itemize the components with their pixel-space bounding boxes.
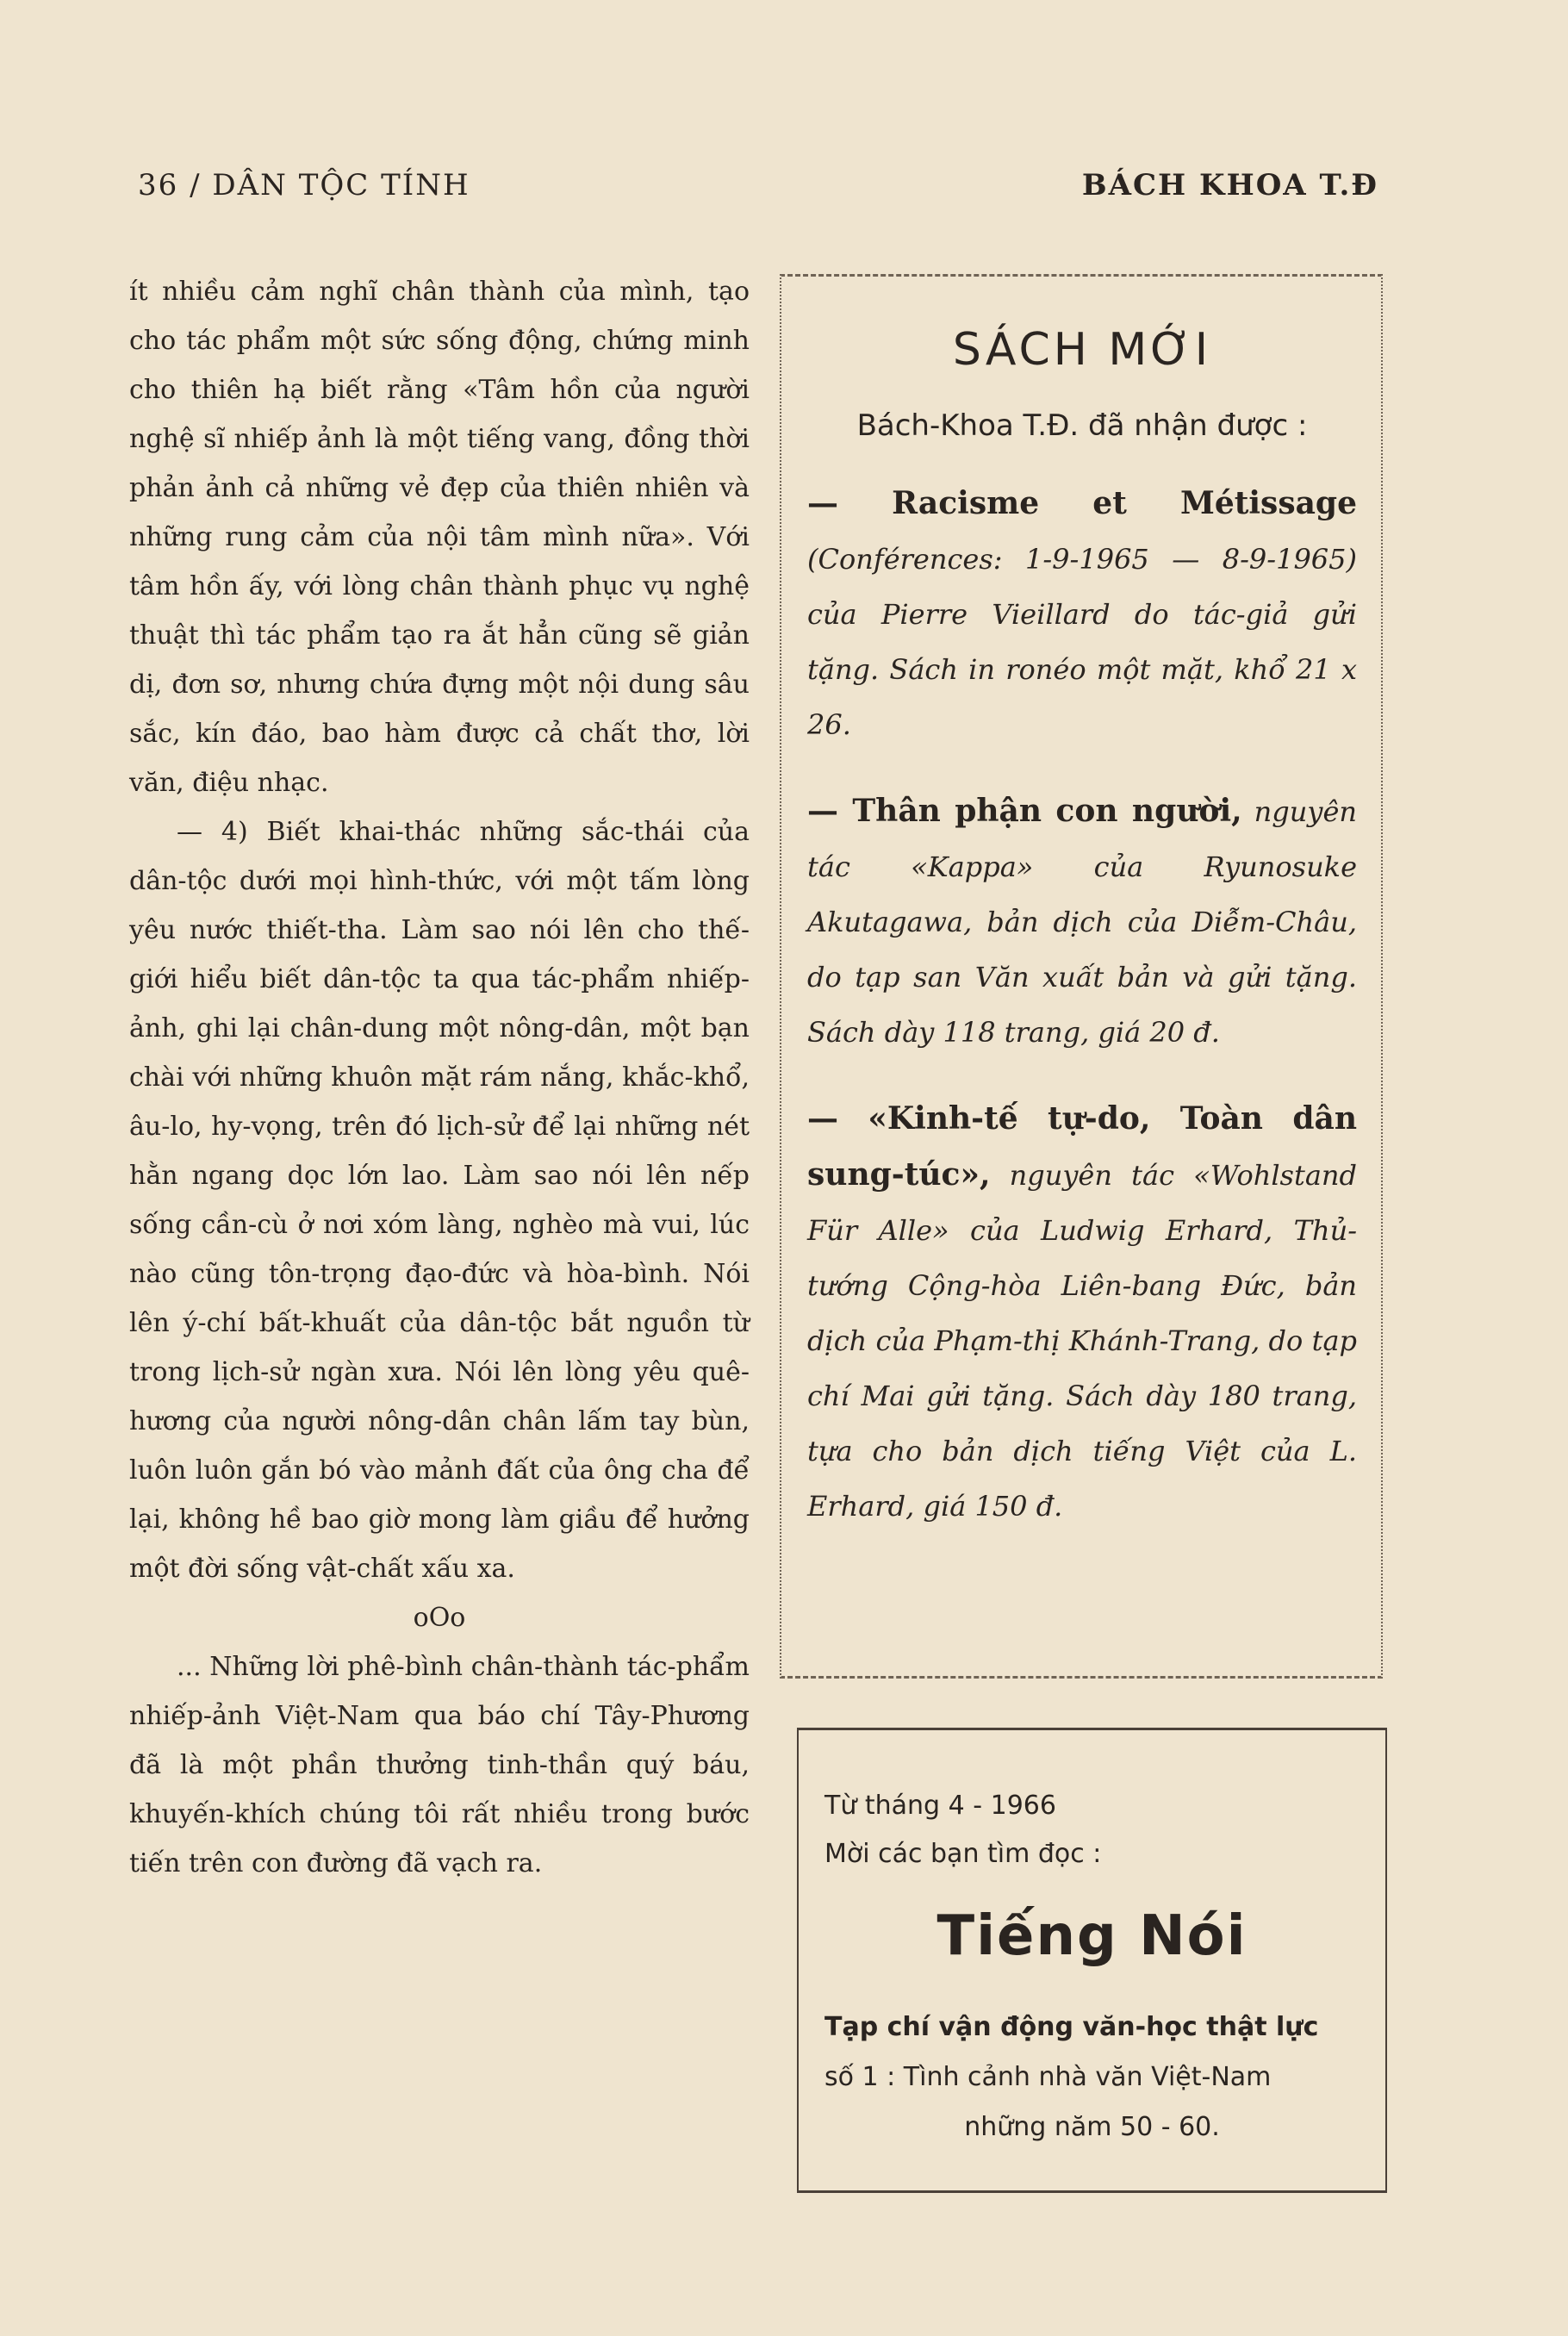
- header-magazine-name: BÁCH KHOA T.Đ: [1081, 168, 1378, 202]
- header-page-section: 36 / DÂN TỘC TÍNH: [138, 168, 470, 202]
- book-entry-title: — «Kinh-tế tự-do, Toàn dân sung-túc»,: [807, 1100, 1357, 1193]
- new-books-subtitle: Bách-Khoa T.Đ. đã nhận được :: [856, 408, 1308, 443]
- book-entry: [807, 1091, 1357, 1534]
- book-entry-details: nguyên tác «Kappa» của Ryunosuke Akutagawa, bản dịch của Diễm-Châu, do tạp san Văn xuất bản và gửi tặng. Sách dày 118 trang, giá 20 đ.: [807, 795, 1357, 1049]
- ad-description: Tạp chí vận động văn-học thật lực: [824, 2012, 1319, 2042]
- section-separator: oOo: [413, 1603, 466, 1633]
- ad-title: Tiếng Nói: [936, 1904, 1248, 1968]
- ad-description: số 1 : Tình cảnh nhà văn Việt-Nam: [824, 2062, 1272, 2092]
- article-paragraph: ... Những lời phê-bình chân-thành tác-phẩm nhiếp-ảnh Việt-Nam qua báo chí Tây-Phương đã là một phần thưởng tinh-thần quý báu, khuyến-khích chúng tôi rất nhiều trong bước tiến trên con đường đã vạch ra.: [129, 1652, 750, 1878]
- book-entry-details: nguyên tác «Wohlstand Für Alle» của Ludwig Erhard, Thủ-tướng Cộng-hòa Liên-bang Đức, bản dịch của Phạm-thị Khánh-Trang, do tạp chí Mai gửi tặng. Sách dày 180 trang, tựa cho bản dịch tiếng Việt của L. Erhard, giá 150 đ.: [807, 1159, 1357, 1523]
- ad-invite-line: Mời các bạn tìm đọc :: [824, 1839, 1102, 1869]
- book-entry-title: — Racisme et Métissage: [807, 485, 1357, 521]
- book-entry: [807, 783, 1357, 1060]
- book-entry-title: — Thân phận con người,: [807, 793, 1242, 829]
- book-entry: [807, 476, 1357, 752]
- page-header: [138, 168, 1378, 220]
- article-body: [129, 267, 750, 1888]
- ad-description: những năm 50 - 60.: [964, 2112, 1220, 2142]
- new-books-title: SÁCH MỚI: [952, 324, 1212, 376]
- advertisement-box: [797, 1728, 1387, 2193]
- article-paragraph: ít nhiều cảm nghĩ chân thành của mình, tạo cho tác phẩm một sức sống động, chứng minh cho thiên hạ biết rằng «Tâm hồn của người nghệ sĩ nhiếp ảnh là một tiếng vang, đồng thời phản ảnh cả những vẻ đẹp của thiên nhiên và những rung cảm của nội tâm mình nữa». Với tâm hồn ấy, với lòng chân thành phục vụ nghệ thuật thì tác phẩm tạo ra ắt hẳn cũng sẽ giản dị, đơn sơ, nhưng chứa đựng một nội dung sâu sắc, kín đáo, bao hàm được cả chất thơ, lời văn, điệu nhạc.: [129, 277, 750, 798]
- new-books-box: [780, 274, 1383, 1679]
- ad-date-line: Từ tháng 4 - 1966: [824, 1791, 1056, 1821]
- book-entry-details: (Conférences: 1-9-1965 — 8-9-1965) của Pierre Vieillard do tác-giả gửi tặng. Sách in ronéo một mặt, khổ 21 x 26.: [807, 543, 1357, 741]
- article-paragraph: — 4) Biết khai-thác những sắc-thái của dân-tộc dưới mọi hình-thức, với một tấm lòng yêu nước thiết-tha. Làm sao nói lên cho thế-giới hiểu biết dân-tộc ta qua tác-phẩm nhiếp-ảnh, ghi lại chân-dung một nông-dân, một bạn chài với những khuôn mặt rám nắng, khắc-khổ, âu-lo, hy-vọng, trên đó lịch-sử để lại những nét hằn ngang dọc lớn lao. Làm sao nói lên nếp sống cần-cù ở nơi xóm làng, nghèo mà vui, lúc nào cũng tôn-trọng đạo-đức và hòa-bình. Nói lên ý-chí bất-khuất của dân-tộc bắt nguồn từ trong lịch-sử ngàn xưa. Nói lên lòng yêu quê-hương của người nông-dân chân lấm tay bùn, luôn luôn gắn bó vào mảnh đất của ông cha để lại, không hề bao giờ mong làm giầu để hưởng một đời sống vật-chất xấu xa.: [129, 817, 750, 1584]
